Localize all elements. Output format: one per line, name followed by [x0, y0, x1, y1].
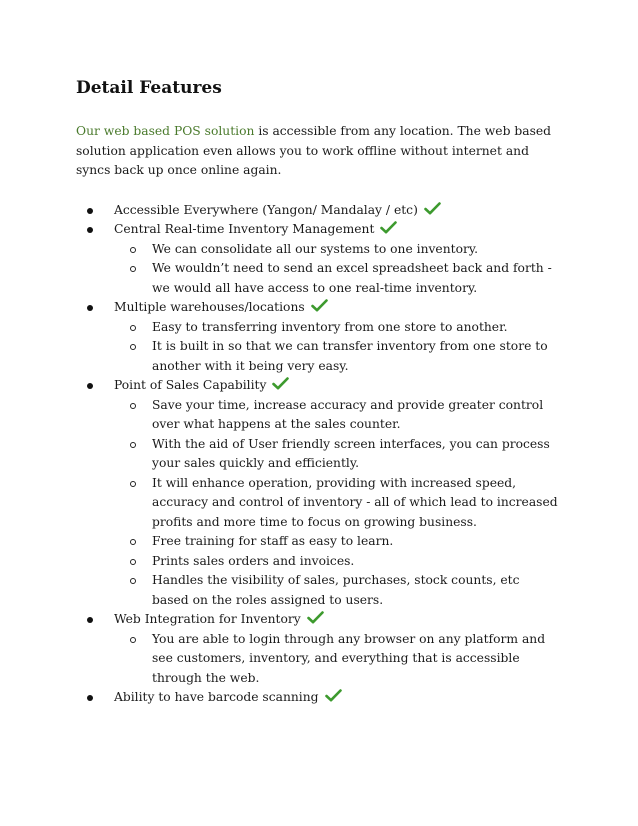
bullet-icon	[87, 695, 93, 701]
check-icon	[307, 611, 324, 624]
sub-list	[114, 240, 558, 299]
sub-item	[114, 337, 558, 376]
bullet-icon	[87, 227, 93, 233]
feature-label: Central Real-time Inventory Management	[114, 222, 375, 236]
sub-item	[114, 396, 558, 435]
sub-item-text: It is built in so that we can transfer inventory from one store to another with it being very easy.	[152, 339, 548, 373]
sub-item	[114, 571, 558, 610]
bullet-icon	[87, 305, 93, 311]
sub-item	[114, 532, 558, 552]
feature-item	[76, 201, 558, 221]
check-icon	[325, 689, 342, 702]
check-icon	[424, 202, 441, 215]
circle-bullet-icon	[130, 266, 136, 272]
circle-bullet-icon	[130, 325, 136, 331]
sub-item-text: With the aid of User friendly screen interfaces, you can process your sales quickly and efficiently.	[152, 436, 550, 470]
sub-item	[114, 318, 558, 338]
feature-label: Accessible Everywhere (Yangon/ Mandalay / etc)	[114, 202, 418, 217]
sub-list	[114, 630, 558, 689]
sub-item	[114, 259, 558, 298]
intro-paragraph	[76, 122, 558, 181]
feature-label: Ability to have barcode scanning	[114, 690, 319, 704]
feature-label: Web Integration for Inventory	[114, 612, 301, 626]
circle-bullet-icon	[130, 481, 136, 487]
sub-item-text: It will enhance operation, providing with increased speed, accuracy and control of inventory - all of which lead to increased profits and more time to focus on growing business.	[152, 475, 558, 529]
bullet-icon	[87, 617, 93, 623]
bullet-icon	[87, 208, 93, 214]
circle-bullet-icon	[130, 442, 136, 448]
feature-item	[76, 220, 558, 298]
sub-item	[114, 474, 558, 533]
check-icon	[311, 299, 328, 312]
circle-bullet-icon	[130, 403, 136, 409]
feature-list	[76, 201, 558, 708]
check-icon	[272, 377, 289, 390]
sub-item-text: Prints sales orders and invoices.	[152, 553, 355, 568]
circle-bullet-icon	[130, 344, 136, 350]
intro-link-text: Our web based POS solution	[76, 124, 255, 138]
circle-bullet-icon	[130, 637, 136, 643]
sub-item-text: Save your time, increase accuracy and provide greater control over what happens at the sales counter.	[152, 397, 544, 431]
check-icon	[380, 221, 397, 234]
sub-item-text: We wouldn’t need to send an excel spreadsheet back and forth - we would all have access to one real-time inventory.	[152, 261, 552, 295]
feature-label: Multiple warehouses/locations	[114, 300, 305, 314]
sub-item	[114, 552, 558, 572]
feature-item	[76, 376, 558, 610]
intro-text: is accessible from any location. The web based solution application even allows you to work offline without internet and syncs back up once online again.	[76, 124, 552, 177]
sub-item	[114, 240, 558, 260]
circle-bullet-icon	[130, 578, 136, 584]
feature-item	[76, 688, 558, 708]
page-title: Detail Features	[76, 78, 222, 98]
sub-item-text: Handles the visibility of sales, purchases, stock counts, etc based on the roles assigned to users.	[152, 573, 520, 607]
sub-item	[114, 630, 558, 689]
circle-bullet-icon	[130, 559, 136, 565]
sub-item-text: You are able to login through any browser on any platform and see customers, inventory, and everything that is accessible through the web.	[152, 631, 546, 685]
feature-label: Point of Sales Capability	[114, 378, 267, 392]
sub-item-text: Free training for staff as easy to learn.	[152, 534, 394, 548]
sub-list	[114, 396, 558, 611]
sub-item-text: Easy to transferring inventory from one store to another.	[152, 319, 508, 334]
sub-list	[114, 318, 558, 377]
circle-bullet-icon	[130, 539, 136, 545]
bullet-icon	[87, 383, 93, 389]
feature-item	[76, 298, 558, 376]
feature-item	[76, 610, 558, 688]
circle-bullet-icon	[130, 247, 136, 253]
sub-item	[114, 435, 558, 474]
sub-item-text: We can consolidate all our systems to one inventory.	[152, 241, 479, 256]
